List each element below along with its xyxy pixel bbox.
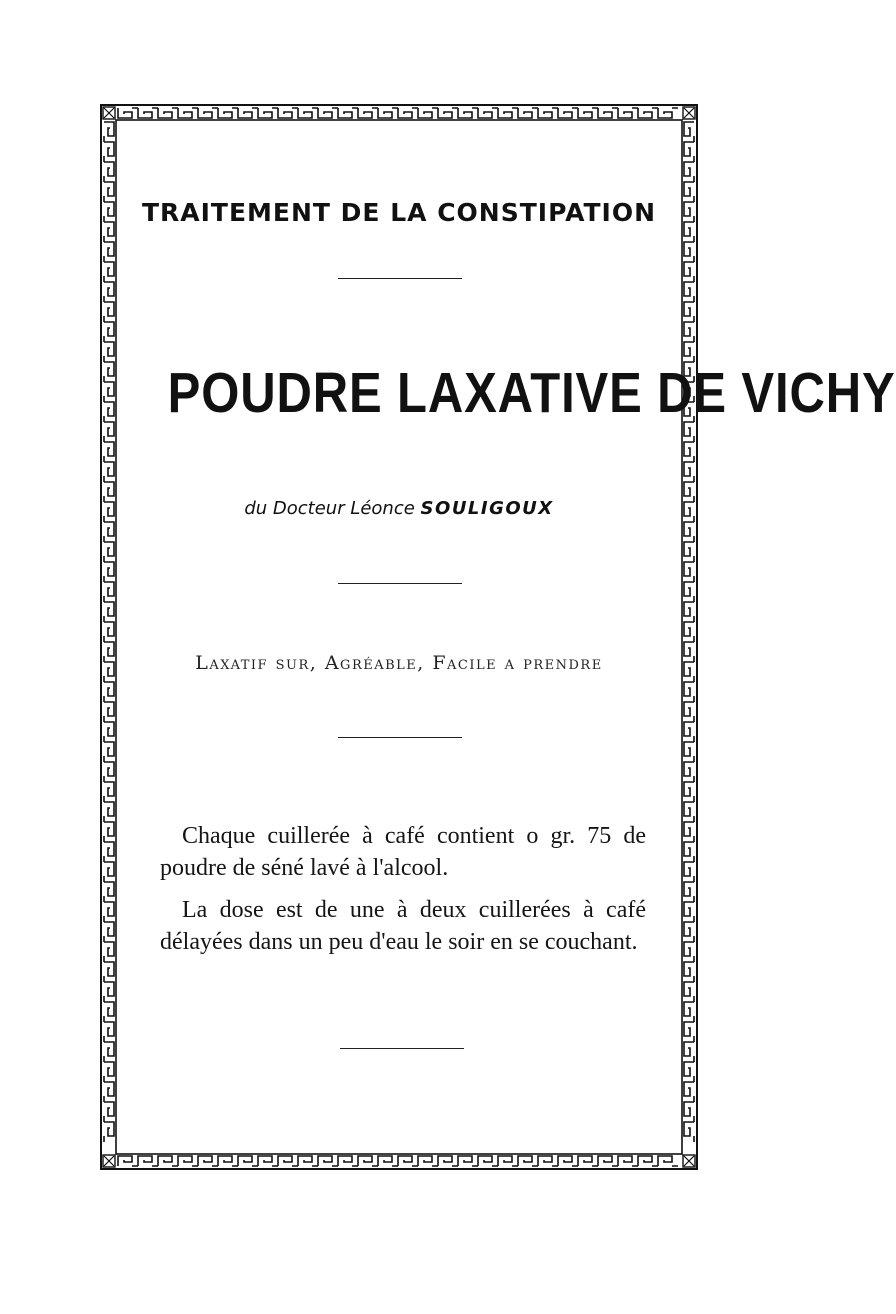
tagline: Laxatif sur, Agréable, Facile a prendre — [195, 652, 603, 674]
divider-rule — [338, 583, 462, 584]
product-title: POUDRE LAXATIVE DE VICHY — [167, 361, 896, 425]
paragraph-dosage-instructions: La dose est de une à deux cuillerées à café délayées dans un peu d'eau le soir en se couchant. — [160, 897, 646, 955]
author-prefix: du Docteur Léonce — [244, 498, 415, 519]
advertisement-page — [130, 120, 896, 1160]
divider-rule — [338, 737, 462, 738]
paragraph-dosage-content: Chaque cuillerée à café contient o gr. 75 de poudre de séné lavé à l'alcool. — [160, 823, 646, 881]
divider-rule — [338, 278, 462, 279]
page-heading: TRAITEMENT DE LA CONSTIPATION — [141, 198, 657, 227]
divider-rule — [340, 1048, 464, 1049]
author-name: SOULIGOUX — [420, 498, 554, 519]
body-text — [160, 820, 646, 968]
author-line — [130, 498, 668, 519]
